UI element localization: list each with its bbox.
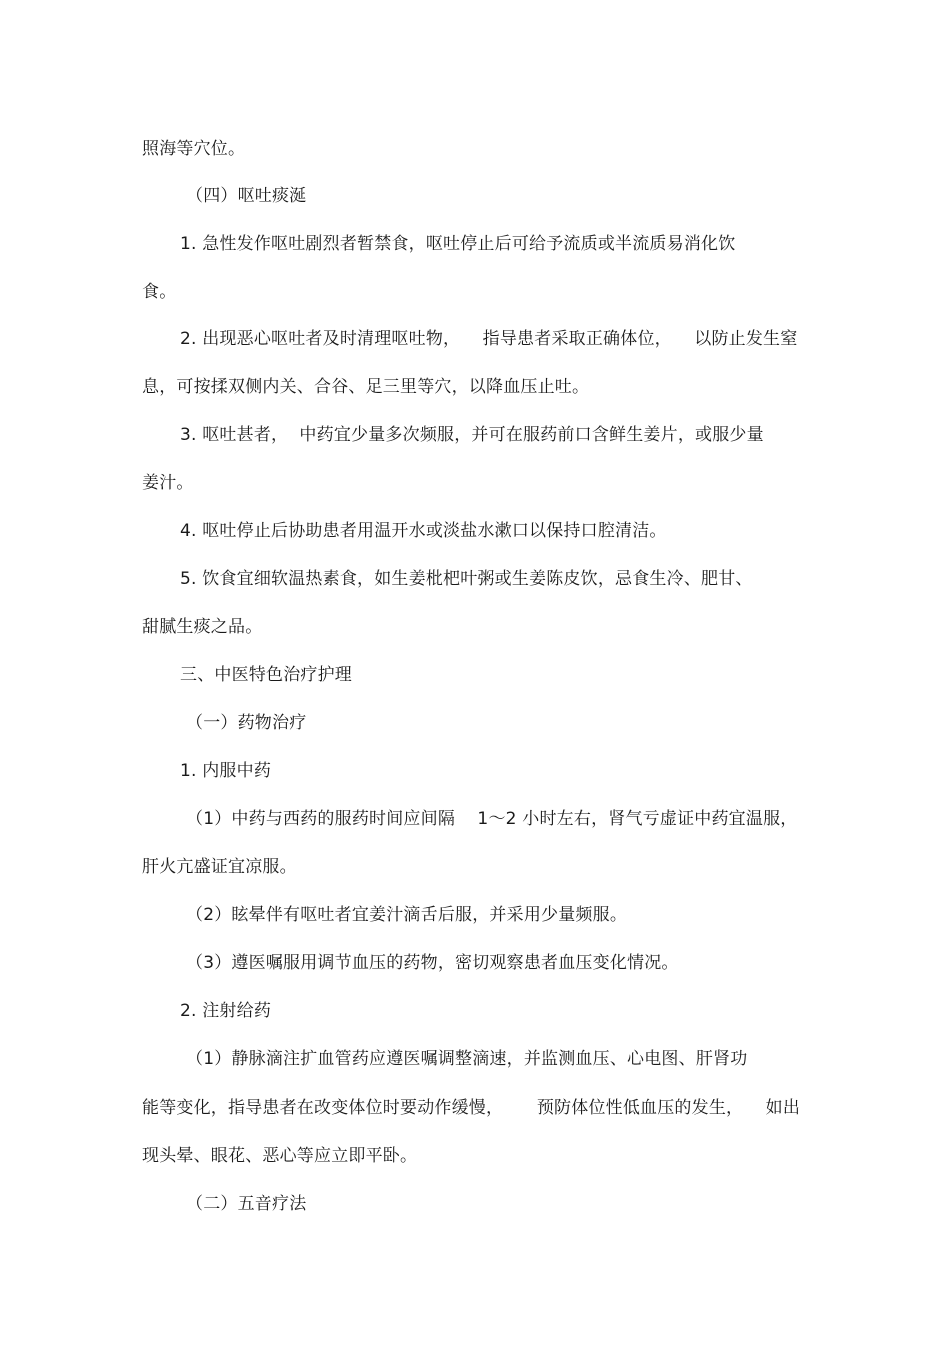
- text-line-18: （3）遵医嘱服用调节血压的药物，密切观察患者血压变化情况。: [186, 953, 679, 973]
- text-line-6: 息，可按揉双侧内关、合谷、足三里等穴，以降血压止吐。: [142, 377, 590, 397]
- text-line-15: （1）中药与西药的服药时间应间隔 1～2 小时左右，肾气亏虚证中药宜温服，: [186, 809, 798, 829]
- text-line-7: 3. 呕吐甚者， 中药宜少量多次频服，并可在服药前口含鲜生姜片，或服少量: [180, 425, 764, 445]
- text-line-20: （1）静脉滴注扩血管药应遵医嘱调整滴速，并监测血压、心电图、肝肾功: [186, 1049, 748, 1069]
- text-line-17: （2）眩晕伴有呕吐者宜姜汁滴舌后服，并采用少量频服。: [186, 905, 628, 925]
- text-line-9: 4. 呕吐停止后协助患者用温开水或淡盐水漱口以保持口腔清洁。: [180, 521, 667, 541]
- text-line-16: 肝火亢盛证宜凉服。: [142, 857, 297, 877]
- text-line-3: 1. 急性发作呕吐剧烈者暂禁食，呕吐停止后可给予流质或半流质易消化饮: [180, 234, 736, 254]
- text-line-8: 姜汁。: [142, 473, 194, 493]
- item-heading-oral-medicine: 1. 内服中药: [180, 761, 272, 781]
- text-line-1: 照海等穴位。: [142, 139, 246, 159]
- text-line-11: 甜腻生痰之品。: [142, 617, 263, 637]
- text-line-21: 能等变化，指导患者在改变体位时要动作缓慢， 预防体位性低血压的发生， 如出: [142, 1098, 801, 1118]
- text-line-10: 5. 饮食宜细软温热素食，如生姜枇杷叶粥或生姜陈皮饮，忌食生冷、肥甘、: [180, 569, 753, 589]
- item-heading-injection: 2. 注射给药: [180, 1001, 272, 1021]
- section-heading-vomiting: （四）呕吐痰涎: [186, 186, 307, 206]
- subsection-heading-five-tone-therapy: （二）五音疗法: [186, 1194, 307, 1214]
- section-heading-tcm-treatment: 三、中医特色治疗护理: [180, 665, 352, 685]
- text-line-22: 现头晕、眼花、恶心等应立即平卧。: [142, 1146, 418, 1166]
- subsection-heading-drug-therapy: （一）药物治疗: [186, 713, 307, 733]
- text-line-5: 2. 出现恶心呕吐者及时清理呕吐物， 指导患者采取正确体位， 以防止发生窒: [180, 329, 798, 349]
- text-line-4: 食。: [142, 282, 177, 302]
